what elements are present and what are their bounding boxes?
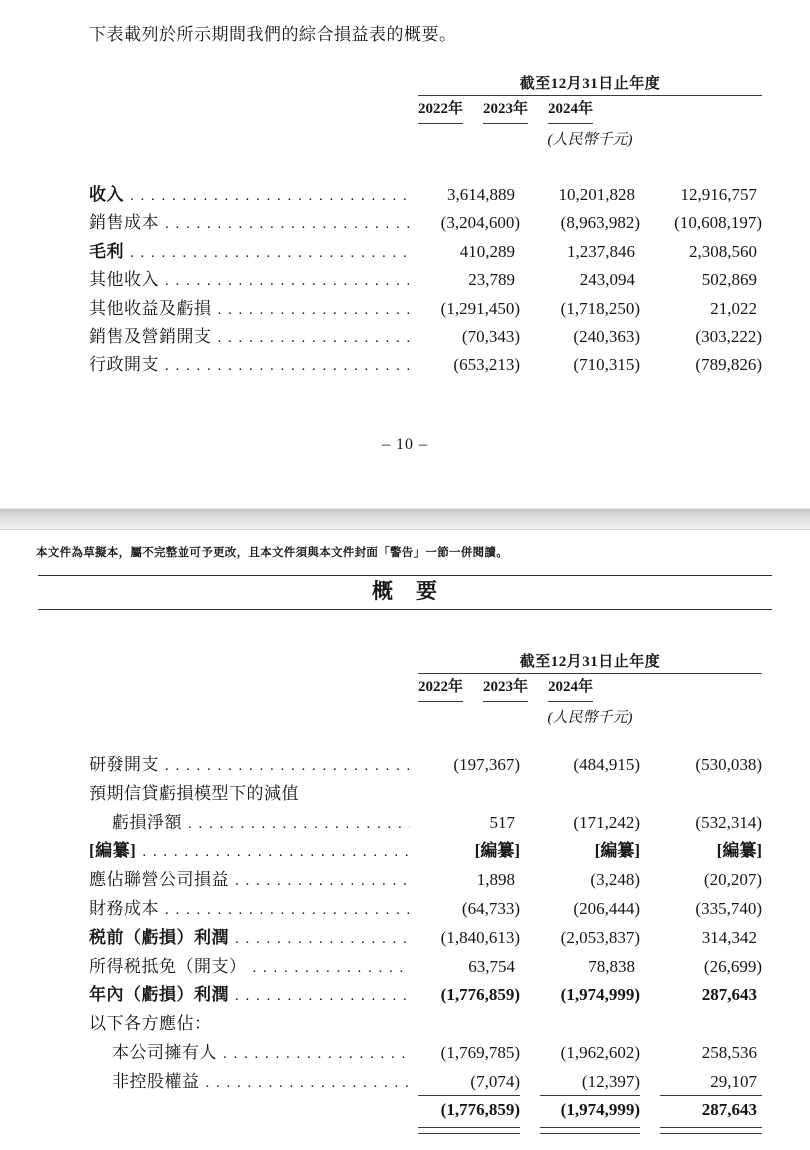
dot-leader <box>235 866 410 896</box>
dot-leader <box>130 181 410 210</box>
cell-value: 410,289 <box>459 241 515 261</box>
table-row <box>89 209 762 237</box>
table-row <box>89 351 762 379</box>
currency-unit-note: (人民幣千元) <box>547 710 633 726</box>
draft-disclaimer: 本文件為草擬本，屬不完整並可予更改，且本文件須與本文件封面「警告」一節一併閱讀。 <box>36 547 508 559</box>
cell-value: (26,699) <box>703 956 762 976</box>
row-label: 行政開支 <box>89 355 159 375</box>
double-total-rule <box>89 1127 762 1134</box>
row-label: 非控股權益 <box>112 1071 200 1091</box>
table-row <box>89 181 762 209</box>
cell-value: (303,222) <box>695 326 762 346</box>
table-row <box>89 924 762 953</box>
dot-leader <box>165 266 410 295</box>
cell-value: (653,213) <box>453 355 520 375</box>
row-label: 税前（虧損）利潤 <box>89 927 229 947</box>
cell-value: (64,733) <box>461 898 520 918</box>
row-label: 年內（虧損）利潤 <box>89 985 229 1005</box>
page-number: – 10 – <box>382 436 428 453</box>
dot-leader <box>218 295 411 324</box>
cell-value: (710,315) <box>573 355 640 375</box>
table-row <box>89 295 762 323</box>
row-label: 所得税抵免（開支） <box>89 956 247 976</box>
table-row <box>89 953 762 982</box>
row-label: 財務成本 <box>89 898 159 918</box>
row-label: [編纂] <box>89 841 137 861</box>
dot-leader <box>188 809 410 839</box>
table-row <box>89 1039 762 1068</box>
cell-value: (1,840,613) <box>440 927 520 947</box>
cell-value: 78,838 <box>588 956 635 976</box>
section-title: 概 要 <box>372 579 438 603</box>
row-label: 虧損淨額 <box>112 812 182 832</box>
table-row <box>89 1068 762 1097</box>
cell-value: [編纂] <box>716 841 762 861</box>
table-row <box>89 809 762 838</box>
cell-value: (1,291,450) <box>440 298 520 318</box>
cell-value: 1,237,846 <box>567 241 635 261</box>
table-row <box>89 1096 762 1125</box>
cell-value: [編纂] <box>474 841 520 861</box>
document-page-11 <box>0 530 810 1150</box>
period-rule <box>418 95 762 96</box>
dot-leader <box>253 953 411 983</box>
table-header <box>418 654 762 726</box>
cell-value: 12,916,757 <box>680 185 757 204</box>
cell-value: (1,974,999) <box>560 1099 640 1119</box>
cell-value: (530,038) <box>695 755 762 774</box>
row-label: 其他收益及虧損 <box>89 298 212 318</box>
dot-leader <box>165 751 410 781</box>
cell-value: (1,974,999) <box>560 985 640 1005</box>
cell-value: (3,204,600) <box>440 213 520 233</box>
cell-value: (484,915) <box>573 755 640 774</box>
title-rule-top <box>38 575 772 576</box>
dot-leader <box>235 924 410 954</box>
year-column-header: 2024年 <box>548 101 593 124</box>
document-page-10 <box>0 0 810 508</box>
cell-value: 2,308,560 <box>689 241 757 261</box>
year-columns <box>418 679 762 702</box>
cell-value: (1,776,859) <box>440 1099 520 1119</box>
dot-leader <box>218 323 411 352</box>
table-row <box>89 751 762 780</box>
cell-value: (789,826) <box>695 355 762 375</box>
income-statement-table-part1 <box>89 181 762 380</box>
table-row <box>89 266 762 294</box>
dot-leader <box>165 895 410 925</box>
period-header: 截至12月31日止年度 <box>519 76 661 92</box>
dot-leader <box>165 209 410 238</box>
cell-value: 258,536 <box>701 1042 757 1062</box>
cell-value: (206,444) <box>573 898 640 918</box>
row-label: 銷售及營銷開支 <box>89 326 212 346</box>
title-rule-bottom <box>38 609 772 610</box>
year-column-header: 2023年 <box>483 101 528 124</box>
period-header: 截至12月31日止年度 <box>519 654 661 670</box>
cell-value: (3,248) <box>590 870 640 890</box>
table-header <box>418 76 762 148</box>
cell-value: 502,869 <box>701 270 757 290</box>
cell-value: (197,367) <box>453 755 520 774</box>
cell-value: (335,740) <box>695 898 762 918</box>
cell-value: (70,343) <box>461 326 520 346</box>
year-column-header: 2023年 <box>483 679 528 702</box>
dot-leader <box>130 238 410 267</box>
cell-value: 314,342 <box>701 927 757 947</box>
cell-value: (20,207) <box>703 870 762 890</box>
row-label: 毛利 <box>89 241 124 261</box>
table-row <box>89 837 762 866</box>
cell-value: 63,754 <box>468 956 515 976</box>
cell-value: 517 <box>489 812 515 832</box>
row-label: 銷售成本 <box>89 213 159 233</box>
cell-value: 10,201,828 <box>558 185 635 204</box>
row-label: 應佔聯營公司損益 <box>89 870 229 890</box>
table-row <box>89 323 762 351</box>
year-columns <box>418 101 762 124</box>
year-column-header: 2024年 <box>548 679 593 702</box>
cell-value: 287,643 <box>701 985 757 1005</box>
cell-value: (2,053,837) <box>560 927 640 947</box>
row-label: 以下各方應佔： <box>89 1014 212 1034</box>
cell-value: 3,614,889 <box>447 185 515 204</box>
row-label: 本公司擁有人 <box>112 1042 217 1062</box>
year-column-header: 2022年 <box>418 679 463 702</box>
cell-value: 29,107 <box>710 1071 757 1091</box>
cell-value: 287,643 <box>701 1099 757 1119</box>
page-separator <box>0 508 810 530</box>
row-label: 其他收入 <box>89 270 159 290</box>
table-row <box>89 866 762 895</box>
cell-value: 1,898 <box>476 870 515 890</box>
dot-leader <box>206 1068 411 1098</box>
table-row <box>89 780 762 809</box>
period-rule <box>418 673 762 674</box>
cell-value: (8,963,982) <box>560 213 640 233</box>
cell-value: (240,363) <box>573 326 640 346</box>
currency-unit-note: (人民幣千元) <box>547 132 633 148</box>
table-row <box>89 238 762 266</box>
cell-value: (1,718,250) <box>560 298 640 318</box>
table-row <box>89 895 762 924</box>
dot-leader <box>142 837 410 867</box>
row-label: 研發開支 <box>89 755 159 774</box>
row-label: 收入 <box>89 185 124 204</box>
table-row <box>89 981 762 1010</box>
cell-value: (1,776,859) <box>440 985 520 1005</box>
cell-value: [編纂] <box>594 841 640 861</box>
dot-leader <box>223 1039 410 1069</box>
income-statement-table-part2 <box>89 751 762 1134</box>
cell-value: 243,094 <box>579 270 635 290</box>
table-row <box>89 1010 762 1039</box>
intro-paragraph: 下表載列於所示期間我們的綜合損益表的概要。 <box>89 25 457 44</box>
cell-value: (12,397) <box>581 1071 640 1091</box>
cell-value: 21,022 <box>710 298 757 318</box>
year-column-header: 2022年 <box>418 101 463 124</box>
cell-value: (7,074) <box>470 1071 520 1091</box>
cell-value: (1,769,785) <box>440 1042 520 1062</box>
cell-value: (10,608,197) <box>674 213 762 233</box>
cell-value: (171,242) <box>573 812 640 832</box>
cell-value: (1,962,602) <box>560 1042 640 1062</box>
row-label: 預期信貸虧損模型下的減值 <box>89 783 299 803</box>
cell-value: 23,789 <box>468 270 515 290</box>
dot-leader <box>165 351 410 380</box>
dot-leader <box>235 981 410 1011</box>
cell-value: (532,314) <box>695 812 762 832</box>
